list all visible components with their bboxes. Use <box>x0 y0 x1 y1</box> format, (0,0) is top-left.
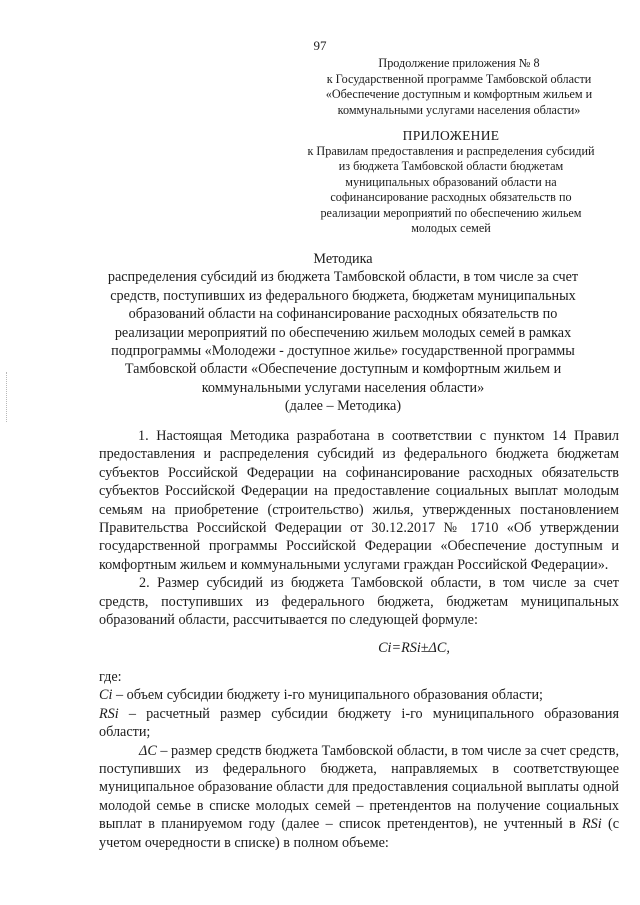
method-title-line: (далее – Методика) <box>284 398 402 415</box>
method-title-line: средств, поступивших из федерального бюджета, бюджетам муниципальных <box>110 287 576 304</box>
appendix-line: к Правилам предоставления и распределения субсидий <box>307 143 595 158</box>
method-title-line: коммунальными услугами населения области» <box>201 379 485 396</box>
appendix-line: реализации мероприятий по обеспечению жильем <box>320 205 582 220</box>
continuation-line: к Государственной программе Тамбовской области <box>326 71 592 86</box>
page-number: 97 <box>313 38 327 53</box>
margin-mark <box>6 372 9 422</box>
continuation-line: «Обеспечение доступным и комфортным жильем и <box>325 87 593 101</box>
method-title-line: Тамбовской области «Обеспечение доступным и комфортным жильем и <box>124 361 562 378</box>
symbol-delta-c: ΔC <box>139 742 157 759</box>
symbol-rsi: RSi <box>99 705 119 722</box>
formula: Ci=RSi±ΔC, <box>378 640 450 657</box>
definition-rs <box>99 705 619 742</box>
method-title-line: распределения субсидий из бюджета Тамбовской области, в том числе за счет <box>107 269 579 286</box>
appendix-line: из бюджета Тамбовской области бюджетам <box>338 159 564 173</box>
appendix-header <box>296 128 606 237</box>
method-heading: Методика <box>313 251 373 267</box>
appendix-line: муниципальных образований области на <box>345 174 557 189</box>
document-body <box>99 427 619 852</box>
appendix-line: софинансирование расходных обязательств по <box>330 190 572 204</box>
method-title-line: подпрограммы «Молодежи - доступное жилье» государственной программы <box>111 343 575 360</box>
continuation-line: Продолжение приложения № 8 <box>378 56 540 70</box>
appendix-line: молодых семей <box>411 221 491 235</box>
definition-dc <box>99 742 619 852</box>
method-title-line: реализации мероприятий по обеспечению жильем молодых семей в рамках <box>114 324 572 341</box>
method-title-line: образований области на софинансирование расходных обязательств по <box>128 306 558 323</box>
appendix-title: ПРИЛОЖЕНИЕ <box>402 128 500 143</box>
method-title-block <box>80 250 606 416</box>
symbol-ci: Ci <box>99 687 113 704</box>
continuation-header <box>300 56 618 118</box>
paragraph-1: 1. Настоящая Методика разработана в соответствии с пунктом 14 Правил предоставления и распределения субсидий из федерального бюджета бюджетам субъектов Российской Федерации на софинансирование расходных обязательств субъектов Российской Федерации на предоставление социальных выплат молодым семьям на приобретение (строительство) жилья, утвержденных постановлением Правительства Российской Федерации от 30.12.2017 № 1710 «Об утверждении государственной программы Российской Федерации «Обеспечение доступным и комфортным жильем и коммунальными услугами граждан Российской Федерации». <box>99 428 619 573</box>
definition-dc-text-b: (с учетом очередности в списке) в полном объеме: <box>99 816 619 851</box>
definition-c <box>99 686 619 704</box>
symbol-rsi-inline: RSi <box>582 816 602 833</box>
where-label: где: <box>99 668 122 685</box>
continuation-line: коммунальными услугами населения области» <box>337 102 581 117</box>
definition-dc-text-a: – размер средств бюджета Тамбовской области, в том числе за счет средств, поступивших из федерального бюджета, направляемых в соответствующее муниципальное образование области для предоставления социальной выплаты одной молодой семье в списке молодых семей – претендентов на получение социальных выплат в планируемом году (далее – список претендентов), не учтенный в <box>99 742 619 833</box>
definition-c-text: – объем субсидии бюджету i-го муниципального образования области; <box>112 687 543 704</box>
definition-rs-text: – расчетный размер субсидии бюджету i-го муниципального образования области; <box>99 705 619 741</box>
paragraph-2: 2. Размер субсидий из бюджета Тамбовской области, в том числе за счет средств, поступивших из федерального бюджета, бюджетам муниципальных образований области, рассчитывается по следующей формуле: <box>99 575 619 629</box>
